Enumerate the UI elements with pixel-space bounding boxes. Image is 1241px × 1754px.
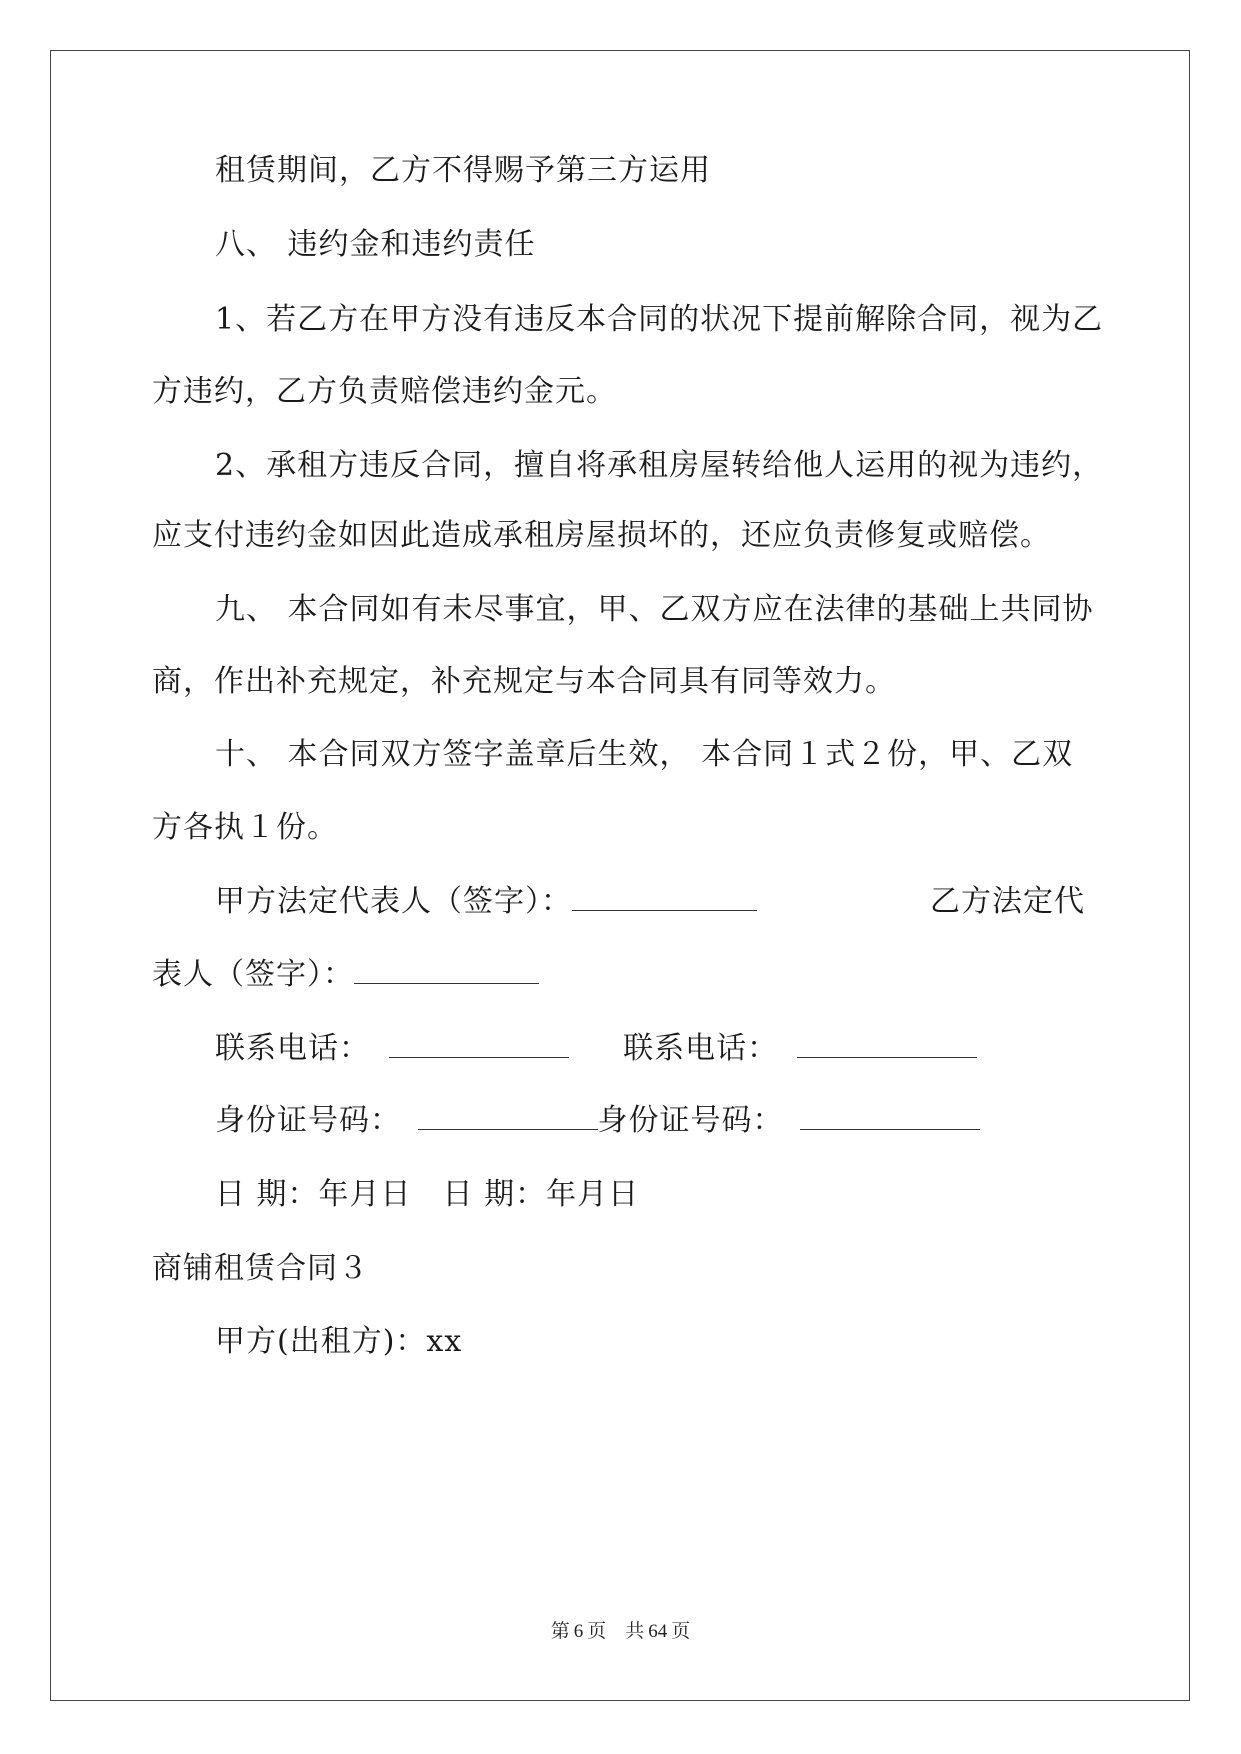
paragraph-line: 商，作出补充规定，补充规定与本合同具有同等效力。 bbox=[152, 664, 896, 699]
phone-blank-a bbox=[389, 1029, 569, 1058]
party-b-rep-label: 表人（签字）： bbox=[152, 957, 354, 992]
party-b-rep-signature bbox=[152, 955, 539, 995]
id-label-b: 身份证号码： bbox=[597, 1103, 784, 1138]
party-a-rep-label: 甲方法定代表人（签字）： bbox=[215, 884, 572, 919]
section-heading-9: 九、 本合同如有未尽事宜，甲、乙双方应在法律的基础上共同协 bbox=[215, 592, 1094, 627]
paragraph-line: 方违约，乙方负责赔偿违约金元。 bbox=[152, 374, 617, 409]
footer-page-prefix: 第 bbox=[550, 1621, 570, 1642]
id-label-a: 身份证号码： bbox=[215, 1103, 401, 1138]
id-row bbox=[215, 1101, 980, 1141]
page-border bbox=[50, 50, 1190, 1701]
party-b-rep-label-start: 乙方法定代 bbox=[930, 884, 1085, 919]
section-title: 商铺租赁合同３ bbox=[152, 1251, 369, 1286]
party-a-rep-signature bbox=[215, 882, 757, 922]
phone-label-a: 联系电话： bbox=[215, 1031, 370, 1066]
footer-page-mid: 页 共 bbox=[587, 1621, 645, 1642]
section-heading-10: 十、 本合同双方签字盖章后生效， 本合同１式２份，甲、乙双 bbox=[215, 737, 1074, 772]
signature-blank bbox=[354, 955, 539, 984]
footer-page-suffix: 页 bbox=[671, 1621, 691, 1642]
phone-row bbox=[215, 1029, 977, 1069]
date-row: 日 期：年月日 日 期：年月日 bbox=[215, 1177, 640, 1212]
phone-blank-b bbox=[797, 1029, 977, 1058]
footer-total-pages: 64 bbox=[648, 1621, 668, 1642]
paragraph-line: 应支付违约金如因此造成承租房屋损坏的，还应负责修复或赔偿。 bbox=[152, 518, 1051, 553]
footer-page-number: 6 bbox=[573, 1621, 584, 1642]
phone-label-b: 联系电话： bbox=[623, 1031, 779, 1066]
paragraph-line: 方各执１份。 bbox=[152, 810, 338, 845]
id-blank-b bbox=[800, 1101, 980, 1130]
signature-blank bbox=[572, 882, 757, 911]
paragraph-line: 租赁期间，乙方不得赐予第三方运用 bbox=[215, 153, 711, 188]
paragraph-line: 1、若乙方在甲方没有违反本合同的状况下提前解除合同，视为乙 bbox=[215, 302, 1104, 337]
page-footer bbox=[0, 1616, 1241, 1643]
section-heading-8: 八、 违约金和违约责任 bbox=[215, 227, 536, 262]
party-a-lessor: 甲方(出租方)：xx bbox=[215, 1324, 463, 1359]
paragraph-line: 2、承租方违反合同，擅自将承租房屋转给他人运用的视为违约， bbox=[215, 448, 1104, 483]
id-blank-a bbox=[418, 1101, 598, 1130]
